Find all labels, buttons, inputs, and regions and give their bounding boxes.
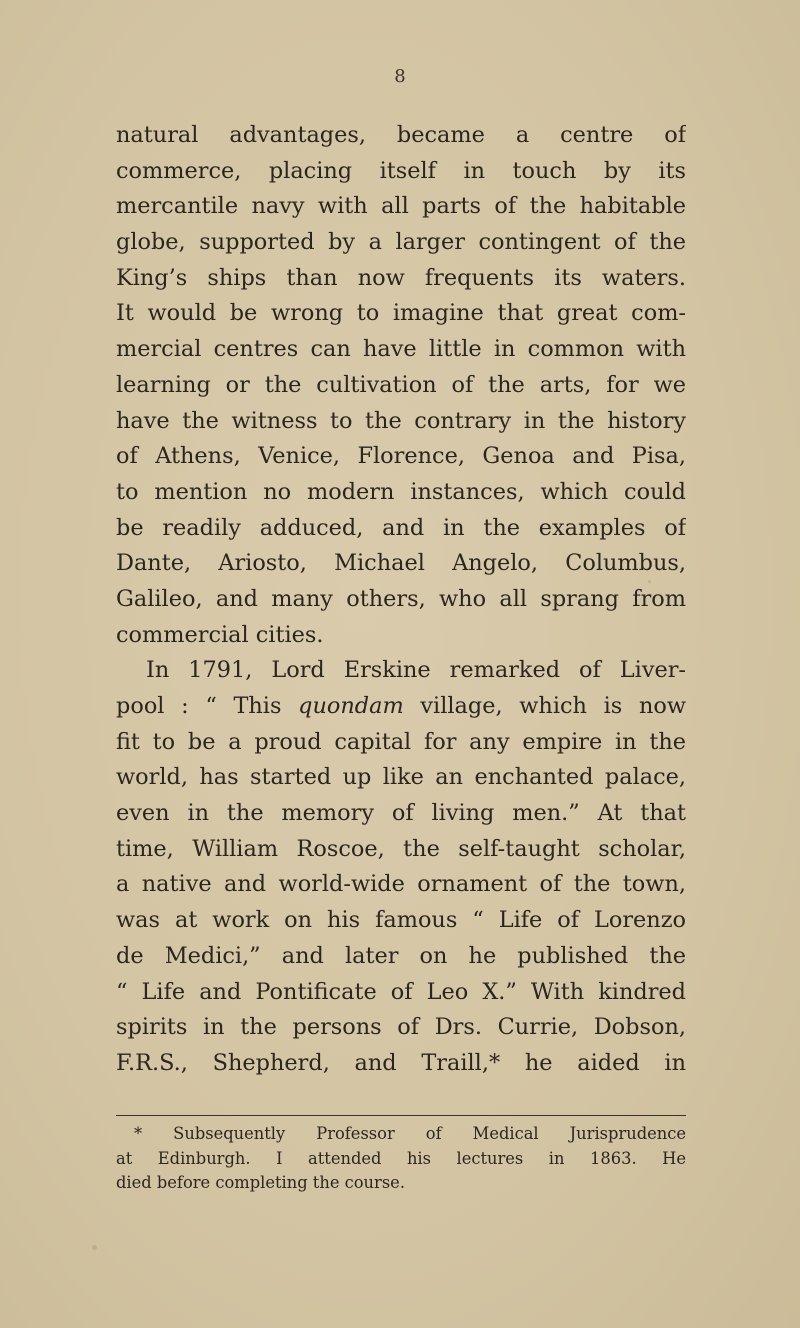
text-line: have the witness to the contrary in the history bbox=[116, 407, 686, 434]
text-line: globe, supported by a larger contingent of the bbox=[116, 229, 686, 256]
body-text bbox=[116, 118, 686, 1082]
text-line: Galileo, and many others, who all sprang from bbox=[116, 585, 686, 612]
text-line: fit to be a proud capital for any empire in the bbox=[116, 728, 686, 755]
text-line: King’s ships than now frequents its waters. bbox=[116, 264, 686, 291]
text-line: of Athens, Venice, Florence, Genoa and Pisa, bbox=[116, 443, 686, 470]
text-line: world, has started up like an enchanted palace, bbox=[116, 764, 686, 791]
text-line: mercantile navy with all parts of the habitable bbox=[116, 193, 686, 220]
text-line: to mention no modern instances, which could bbox=[116, 478, 686, 505]
text-line: commerce, placing itself in touch by its bbox=[116, 157, 686, 184]
text-line: Dante, Ariosto, Michael Angelo, Columbus, bbox=[116, 550, 686, 577]
text-line: spirits in the persons of Drs. Currie, Dobson, bbox=[116, 1014, 686, 1041]
text-line: a native and world-wide ornament of the town, bbox=[116, 871, 686, 898]
italic-word: quondam bbox=[298, 693, 404, 719]
text-line: was at work on his famous “ Life of Lorenzo bbox=[116, 907, 686, 934]
text-line: In 1791, Lord Erskine remarked of Liver- bbox=[146, 657, 686, 684]
footnote-line: died before completing the course. bbox=[116, 1173, 405, 1192]
text-line: be readily adduced, and in the examples of bbox=[116, 514, 686, 541]
text-line: natural advantages, became a centre of bbox=[116, 122, 686, 148]
paper-spot bbox=[92, 1245, 97, 1250]
text-line-quondam bbox=[116, 689, 686, 725]
text-line: mercial centres can have little in common with bbox=[116, 336, 686, 363]
text-line: commercial cities. bbox=[116, 621, 324, 648]
text-line: “ Life and Pontificate of Leo X.” With kindred bbox=[116, 978, 686, 1005]
text-line: learning or the cultivation of the arts, for we bbox=[116, 371, 686, 398]
paper-spot bbox=[648, 580, 651, 583]
text-line: F.R.S., Shepherd, and Traill,* he aided in bbox=[116, 1049, 686, 1076]
text-segment: pool : “ This bbox=[116, 693, 299, 719]
footnote bbox=[116, 1122, 686, 1196]
footnote-line: * Subsequently Professor of Medical Jurisprudence bbox=[134, 1124, 686, 1143]
text-line: de Medici,” and later on he published the bbox=[116, 942, 686, 969]
text-segment: village, which is now bbox=[403, 693, 686, 719]
footnote-divider bbox=[116, 1115, 686, 1116]
footnote-line: at Edinburgh. I attended his lectures in 1863. He bbox=[116, 1148, 686, 1168]
text-line: even in the memory of living men.” At that bbox=[116, 800, 686, 827]
text-line: time, William Roscoe, the self-taught scholar, bbox=[116, 835, 686, 862]
text-line: It would be wrong to imagine that great com- bbox=[116, 300, 686, 327]
page-number: 8 bbox=[394, 66, 406, 87]
